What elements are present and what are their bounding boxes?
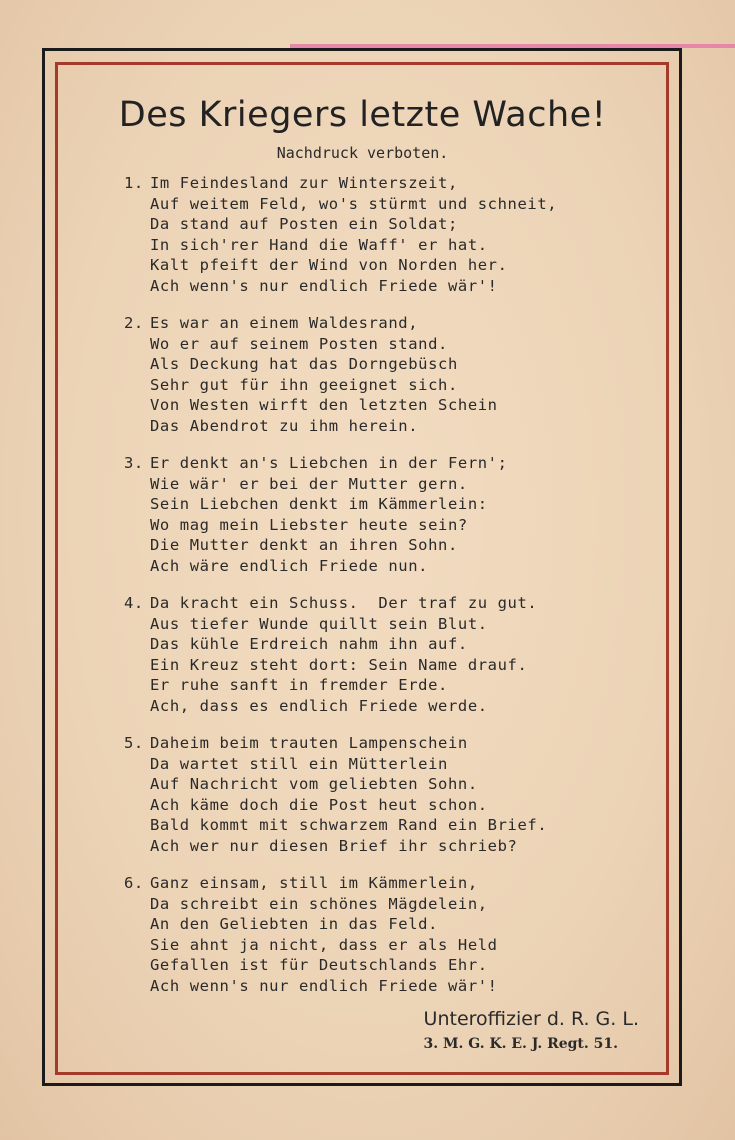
poem-line (124, 614, 644, 635)
stanza (124, 593, 644, 717)
poem-line (124, 515, 644, 536)
poem-line (124, 173, 644, 194)
line-text: Ach käme doch die Post heut schon. (150, 795, 488, 814)
line-text: Auf weitem Feld, wo's stürmt und schneit, (150, 194, 558, 213)
poem-line (124, 815, 644, 836)
poem-line (124, 535, 644, 556)
poem-line (124, 194, 644, 215)
line-text: Daheim beim trauten Lampenschein (150, 734, 468, 752)
line-text: Wo mag mein Liebster heute sein? (150, 515, 468, 534)
poem-line (124, 935, 644, 956)
line-text: Das Abendrot zu ihm herein. (150, 416, 419, 435)
regiment-line: 3. M. G. K. E. J. Regt. 51. (423, 1036, 618, 1052)
stanza-number: 4. (124, 594, 144, 612)
poem-line (124, 235, 644, 256)
poem-line (124, 955, 644, 976)
poem-line (124, 894, 644, 915)
line-text: Wo er auf seinem Posten stand. (150, 334, 448, 353)
line-text: Ganz einsam, still im Kämmerlein, (150, 874, 478, 892)
line-text: Ach, dass es endlich Friede werde. (150, 696, 488, 715)
stanza-number: 1. (124, 174, 144, 192)
poem-line (124, 754, 644, 775)
line-text: Das kühle Erdreich nahm ihn auf. (150, 635, 468, 654)
line-text: Es war an einem Waldesrand, (150, 314, 419, 332)
line-text: Bald kommt mit schwarzem Rand ein Brief. (150, 816, 548, 835)
poem-line (124, 556, 644, 577)
line-text: Wie wär' er bei der Mutter gern. (150, 474, 468, 493)
line-text: Von Westen wirft den letzten Schein (150, 396, 498, 415)
line-text: Sie ahnt ja nicht, dass er als Held (150, 935, 498, 954)
line-text: Er denkt an's Liebchen in der Fern'; (150, 454, 508, 472)
poem-line (124, 214, 644, 235)
poem-line (124, 474, 644, 495)
stanza (124, 873, 644, 997)
poem-line (124, 774, 644, 795)
author-signature: Unteroffizier d. R. G. L. (423, 1008, 639, 1030)
poem-line (124, 416, 644, 437)
poem-line (124, 375, 644, 396)
poem-line (124, 395, 644, 416)
stanza (124, 453, 644, 577)
line-text: Gefallen ist für Deutschlands Ehr. (150, 956, 488, 975)
poem-line (124, 494, 644, 515)
stanza-number: 2. (124, 314, 144, 332)
poem-line (124, 313, 644, 334)
poem-line (124, 675, 644, 696)
line-text: An den Geliebten in das Feld. (150, 915, 439, 934)
poem-title: Des Kriegers letzte Wache! (118, 95, 607, 135)
line-text: Ach wenn's nur endlich Friede wär'! (150, 976, 498, 995)
line-text: Da wartet still ein Mütterlein (150, 754, 448, 773)
poem-line (124, 634, 644, 655)
stanza (124, 173, 644, 297)
line-text: Er ruhe sanft in fremder Erde. (150, 676, 448, 695)
poem-line (124, 276, 644, 297)
reprint-notice: Nachdruck verboten. (276, 144, 449, 162)
line-text: Ein Kreuz steht dort: Sein Name drauf. (150, 655, 528, 674)
line-text: In sich'rer Hand die Waff' er hat. (150, 235, 488, 254)
stanza-number: 3. (124, 454, 144, 472)
poem-line (124, 976, 644, 997)
poem-line (124, 354, 644, 375)
line-text: Auf Nachricht vom geliebten Sohn. (150, 775, 478, 794)
line-text: Die Mutter denkt an ihren Sohn. (150, 536, 458, 555)
line-text: Ach wer nur diesen Brief ihr schrieb? (150, 836, 518, 855)
poem-line (124, 914, 644, 935)
line-text: Aus tiefer Wunde quillt sein Blut. (150, 614, 488, 633)
poem-line (124, 873, 644, 894)
line-text: Da stand auf Posten ein Soldat; (150, 215, 458, 234)
stanza-number: 5. (124, 734, 144, 752)
line-text: Sehr gut für ihn geeignet sich. (150, 375, 458, 394)
line-text: Kalt pfeift der Wind von Norden her. (150, 256, 508, 275)
poem-line (124, 733, 644, 754)
line-text: Ach wenn's nur endlich Friede wär'! (150, 276, 498, 295)
line-text: Da kracht ein Schuss. Der traf zu gut. (150, 594, 538, 612)
poem-line (124, 453, 644, 474)
poem-line (124, 334, 644, 355)
stanza (124, 313, 644, 437)
poem-line (124, 255, 644, 276)
poem-line (124, 655, 644, 676)
line-text: Da schreibt ein schönes Mägdelein, (150, 894, 488, 913)
line-text: Sein Liebchen denkt im Kämmerlein: (150, 495, 488, 514)
line-text: Im Feindesland zur Winterszeit, (150, 174, 458, 192)
line-text: Als Deckung hat das Dorngebüsch (150, 355, 458, 374)
poem-line (124, 696, 644, 717)
stanza (124, 733, 644, 857)
line-text: Ach wäre endlich Friede nun. (150, 556, 429, 575)
stanza-number: 6. (124, 874, 144, 892)
poem-line (124, 593, 644, 614)
poem-line (124, 836, 644, 857)
poem-line (124, 795, 644, 816)
